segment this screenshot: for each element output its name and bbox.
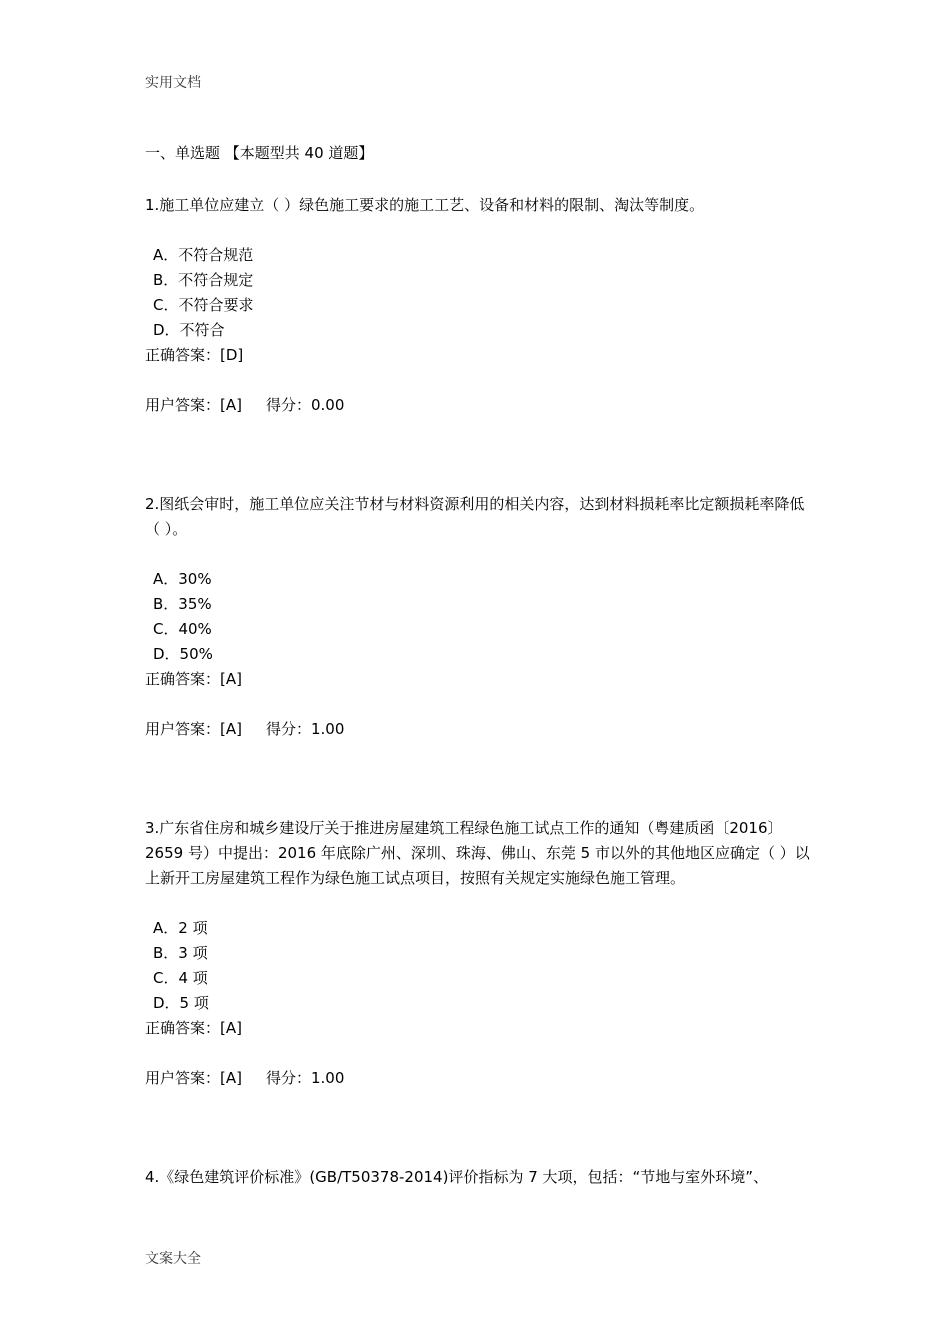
score-label: 得分： xyxy=(265,720,311,738)
option-a: A．30% xyxy=(153,570,212,588)
section-title: 一、单选题 【本题型共 40 道题】 xyxy=(145,144,374,162)
question-4 xyxy=(145,1165,815,1190)
page-header: 实用文档 xyxy=(145,75,201,91)
question-text: 2.图纸会审时，施工单位应关注节材与材料资源利用的相关内容，达到材料损耗率比定额损耗率降低（ ）。 xyxy=(145,495,805,538)
correct-answer xyxy=(145,1016,815,1041)
score-value: 1.00 xyxy=(311,720,345,738)
user-answer-value: [A] xyxy=(220,396,242,414)
spacer xyxy=(145,418,815,492)
option-a: A．不符合规范 xyxy=(153,246,254,264)
correct-answer-value: [A] xyxy=(220,1019,242,1037)
correct-answer-label: 正确答案： xyxy=(145,346,221,364)
question-text: 1.施工单位应建立（ ）绿色施工要求的施工工艺、设备和材料的限制、淘汰等制度。 xyxy=(145,196,705,214)
score-value: 0.00 xyxy=(311,396,345,414)
correct-answer xyxy=(145,667,815,692)
page-footer: 文案大全 xyxy=(145,1251,201,1267)
user-answer-label: 用户答案： xyxy=(145,720,221,738)
option-c: C．4 项 xyxy=(153,969,208,987)
option-b: B．35% xyxy=(153,595,212,613)
option-c: C．40% xyxy=(153,620,212,638)
question-text: 3.广东省住房和城乡建设厅关于推进房屋建筑工程绿色施工试点工作的通知（粤建质函〔2016〕2659 号）中提出：2016 年底除广州、深圳、珠海、佛山、东莞 5 市以外的其他地区应确定（ ）以上新开工房屋建筑工程作为绿色施工试点项目，按照有关规定实施绿色施工管理。 xyxy=(145,819,810,887)
user-answer-value: [A] xyxy=(220,1069,242,1087)
spacer xyxy=(145,742,815,816)
option-d: D．不符合 xyxy=(153,321,225,339)
document-body xyxy=(145,143,815,1190)
score-label: 得分： xyxy=(265,1069,311,1087)
correct-answer xyxy=(145,343,815,368)
question-2 xyxy=(145,492,815,742)
user-answer-row xyxy=(145,393,815,418)
user-answer-row xyxy=(145,717,815,742)
user-answer-value: [A] xyxy=(220,720,242,738)
score-value: 1.00 xyxy=(311,1069,345,1087)
option-d: D．50% xyxy=(153,645,213,663)
option-d: D．5 项 xyxy=(153,994,209,1012)
correct-answer-value: [A] xyxy=(220,670,242,688)
option-b: B．不符合规定 xyxy=(153,271,254,289)
correct-answer-label: 正确答案： xyxy=(145,1019,221,1037)
question-1 xyxy=(145,193,815,418)
user-answer-label: 用户答案： xyxy=(145,396,221,414)
user-answer-label: 用户答案： xyxy=(145,1069,221,1087)
correct-answer-label: 正确答案： xyxy=(145,670,221,688)
score-label: 得分： xyxy=(265,396,311,414)
user-answer-row xyxy=(145,1066,815,1091)
question-3 xyxy=(145,816,815,1091)
option-b: B．3 项 xyxy=(153,944,208,962)
option-c: C．不符合要求 xyxy=(153,296,254,314)
option-a: A．2 项 xyxy=(153,919,208,937)
question-text: 4.《绿色建筑评价标准》(GB/T50378-2014)评价指标为 7 大项，包括：“节地与室外环境”、 xyxy=(145,1168,769,1186)
spacer xyxy=(145,1091,815,1165)
correct-answer-value: [D] xyxy=(220,346,244,364)
